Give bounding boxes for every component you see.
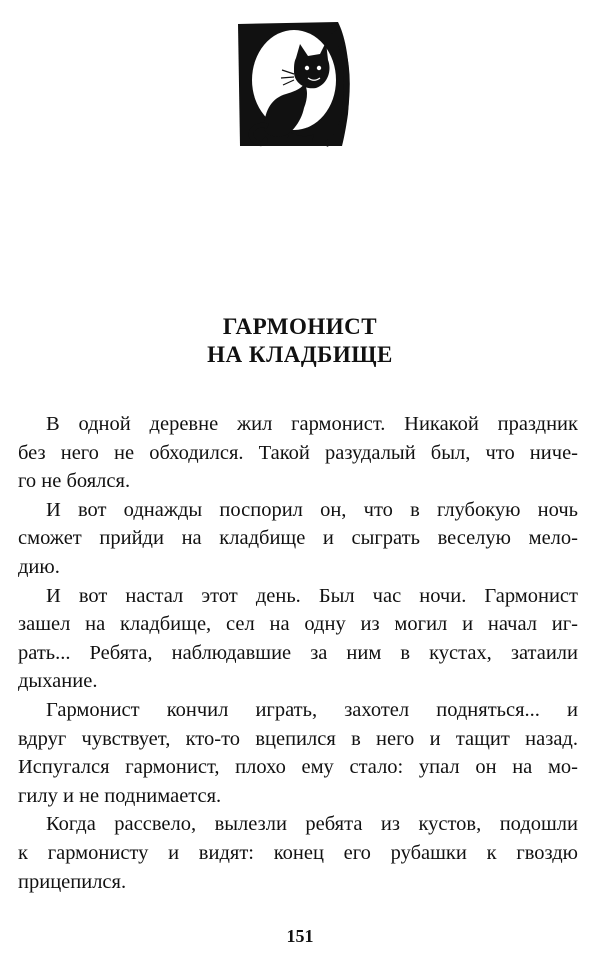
- text-line: И вот однажды поспорил он, что в глубокую ночь: [46, 498, 578, 521]
- text-line: го не боялся.: [18, 470, 131, 493]
- story-body: [18, 410, 578, 896]
- text-line: В одной деревне жил гармонист. Никакой праздник: [46, 413, 578, 435]
- cat-vignette-illustration: [234, 18, 358, 148]
- text-line: прицепился.: [18, 870, 127, 893]
- text-line: Когда рассвело, вылезли ребята из кустов, подошли: [46, 813, 578, 836]
- text-line: без него не обходился. Такой разудалый был, что ниче-: [18, 441, 578, 464]
- cat-moon-icon: [234, 18, 358, 148]
- text-line: дыхание.: [18, 670, 98, 693]
- text-line: гилу и не поднимается.: [18, 784, 222, 807]
- text-line: Испугался гармонист, плохо ему стало: упал он на мо-: [18, 756, 578, 779]
- text-line: Гармонист кончил играть, захотел подняться... и: [46, 698, 578, 721]
- story-title: [0, 313, 600, 369]
- page-number: 151: [286, 926, 314, 946]
- text-line: к гармонисту и видят: конец его рубашки к гвоздю: [18, 841, 578, 864]
- text-line: зашел на кладбище, сел на одну из могил и начал иг-: [18, 613, 578, 636]
- title-line-2: НА КЛАДБИЩЕ: [207, 342, 393, 367]
- text-line: И вот настал этот день. Был час ночи. Гармонист: [46, 584, 578, 607]
- text-line: вдруг чувствует, кто-то вцепился в него и тащит назад.: [18, 727, 578, 750]
- title-line-1: ГАРМОНИСТ: [222, 314, 378, 339]
- text-line: рать... Ребята, наблюдавшие за ним в кустах, затаили: [18, 641, 578, 664]
- text-line: дию.: [18, 555, 60, 578]
- text-line: сможет прийди на кладбище и сыграть веселую мело-: [18, 527, 578, 550]
